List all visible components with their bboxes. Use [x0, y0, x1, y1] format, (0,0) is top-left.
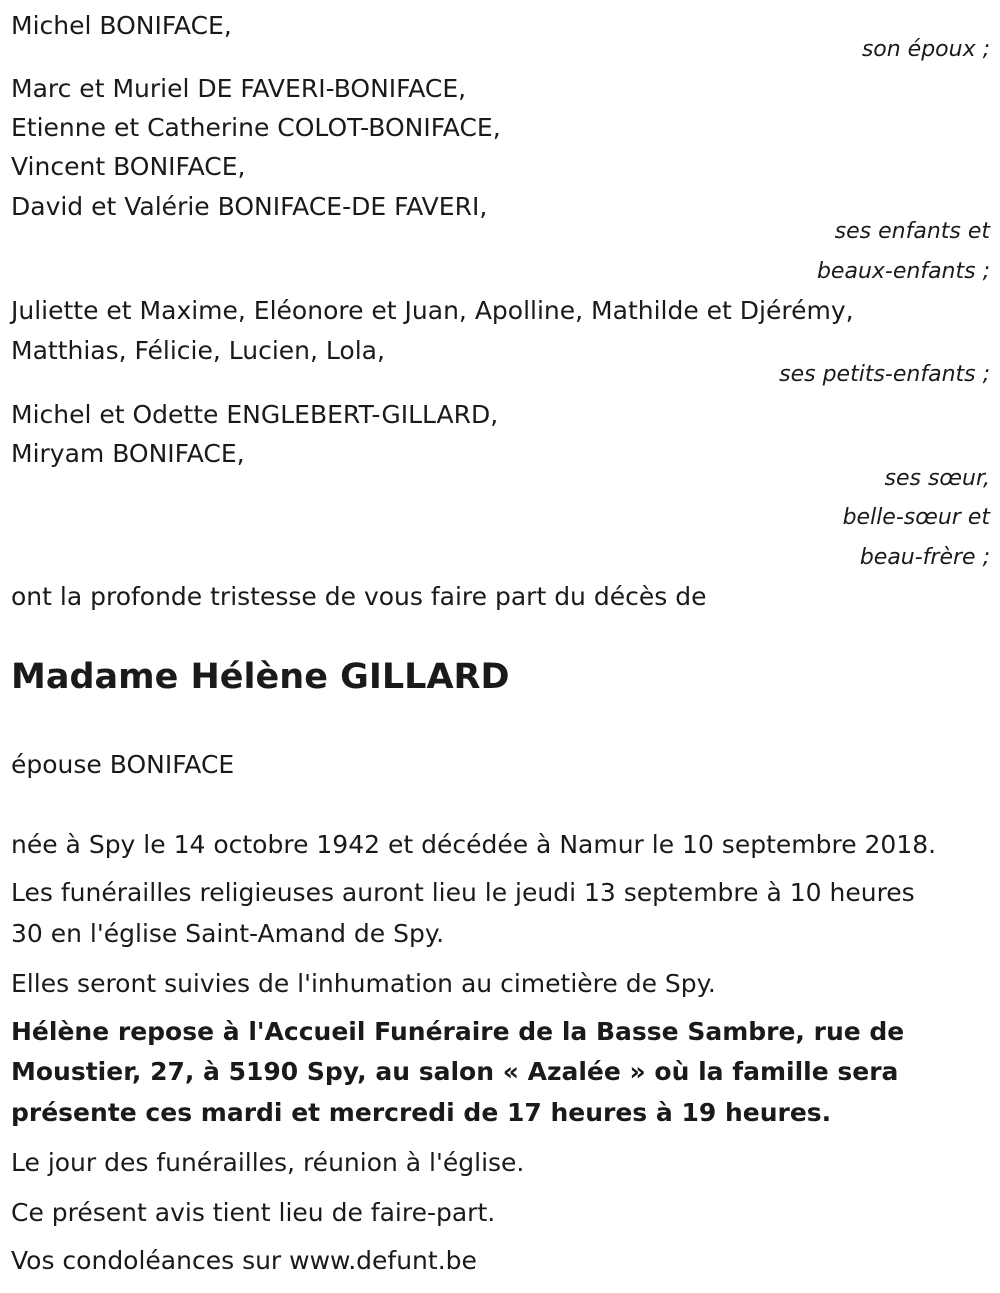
siblings-relation: ses sœur,	[884, 466, 990, 491]
meeting-text: Le jour des funérailles, réunion à l'église.	[11, 1148, 525, 1177]
announcement-text: ont la profonde tristesse de vous faire part du décès de	[11, 582, 707, 611]
sibling-line: Michel et Odette ENGLEBERT-GILLARD,	[11, 400, 499, 429]
child-line: Vincent BONIFACE,	[11, 152, 246, 181]
spouse-relation: son époux ;	[861, 37, 990, 62]
child-line: David et Valérie BONIFACE-DE FAVERI,	[11, 192, 488, 221]
spouse-name: Michel BONIFACE,	[11, 11, 232, 40]
visitation-text: présente ces mardi et mercredi de 17 heures à 19 heures.	[11, 1098, 832, 1127]
visitation-text: Moustier, 27, à 5190 Spy, au salon « Azalée » où la famille sera	[11, 1057, 899, 1086]
grandchildren-relation: ses petits-enfants ;	[779, 362, 990, 387]
burial-text: Elles seront suivies de l'inhumation au cimetière de Spy.	[11, 969, 716, 998]
married-name: épouse BONIFACE	[11, 750, 235, 779]
siblings-relation: beau-frère ;	[859, 545, 990, 570]
funeral-text: 30 en l'église Saint-Amand de Spy.	[11, 919, 445, 948]
siblings-relation: belle-sœur et	[842, 505, 990, 530]
notice-text: Ce présent avis tient lieu de faire-part.	[11, 1198, 496, 1227]
child-line: Etienne et Catherine COLOT-BONIFACE,	[11, 113, 501, 142]
grandchildren-line: Matthias, Félicie, Lucien, Lola,	[11, 336, 385, 365]
visitation-text: Hélène repose à l'Accueil Funéraire de la Basse Sambre, rue de	[11, 1017, 905, 1046]
children-relation: beaux-enfants ;	[816, 259, 990, 284]
grandchildren-line: Juliette et Maxime, Eléonore et Juan, Apolline, Mathilde et Djérémy,	[11, 296, 854, 325]
deceased-name: Madame Hélène GILLARD	[11, 657, 510, 697]
sibling-line: Miryam BONIFACE,	[11, 439, 245, 468]
children-relation: ses enfants et	[834, 219, 990, 244]
birth-death-text: née à Spy le 14 octobre 1942 et décédée à Namur le 10 septembre 2018.	[11, 830, 937, 859]
funeral-text: Les funérailles religieuses auront lieu le jeudi 13 septembre à 10 heures	[11, 878, 915, 907]
condolences-text: Vos condoléances sur www.defunt.be	[11, 1246, 477, 1275]
child-line: Marc et Muriel DE FAVERI-BONIFACE,	[11, 74, 467, 103]
